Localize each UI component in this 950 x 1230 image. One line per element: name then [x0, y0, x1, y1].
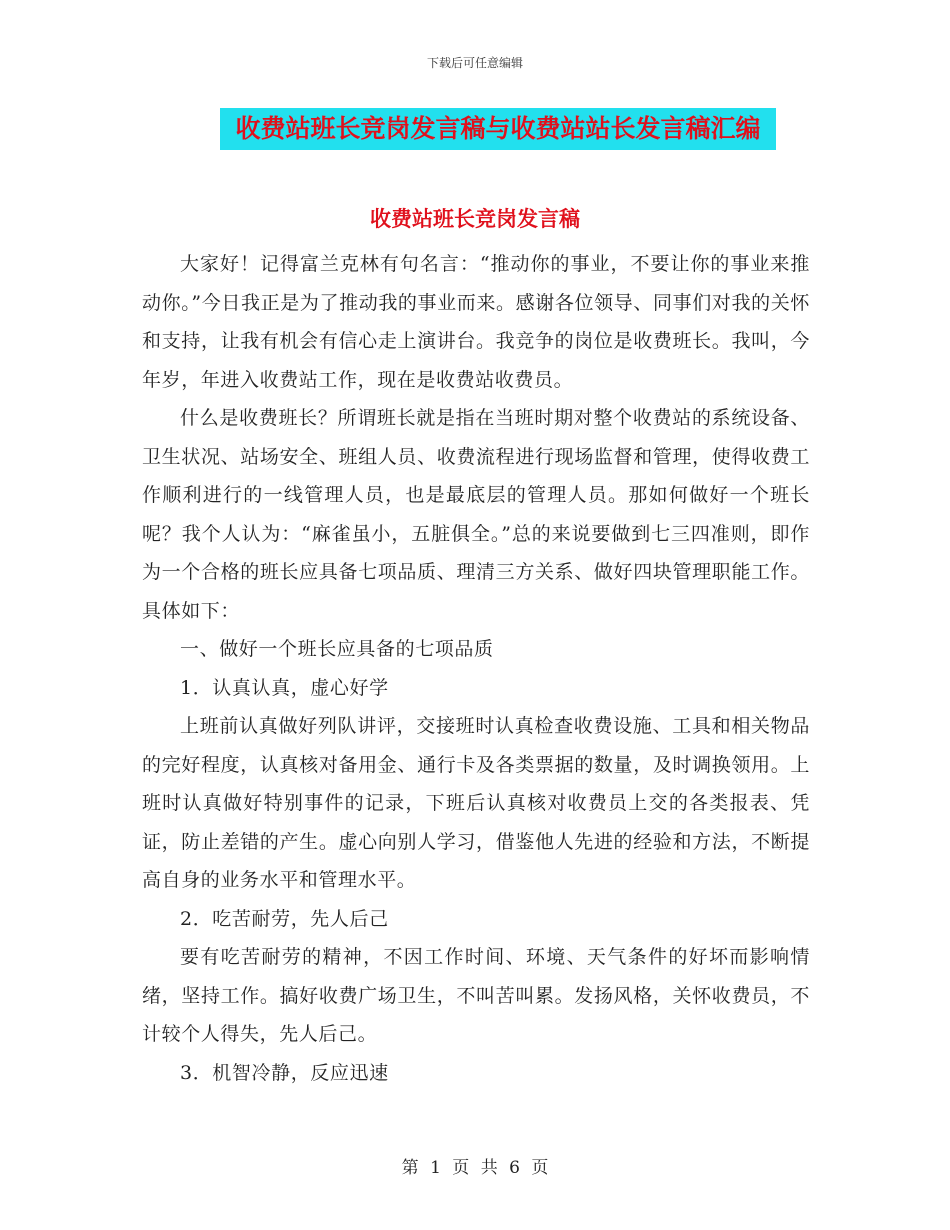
paragraph-item-1: 上班前认真做好列队讲评，交接班时认真检查收费设施、工具和相关物品的完好程度，认真核对备用金、通行卡及各类票据的数量，及时调换领用。上班时认真做好特别事件的记录，下班后认真核对收费员上交的各类报表、凭证，防止差错的产生。虚心向别人学习，借鉴他人先进的经验和方法，不断提高自身的业务水平和管理水平。 — [142, 715, 810, 891]
heading-item-2: 2．吃苦耐劳，先人后己 — [180, 907, 389, 930]
page-footer: 第 1 页 共 6 页 — [401, 1158, 549, 1178]
heading-item-3: 3．机智冷静，反应迅速 — [180, 1061, 389, 1084]
document-title: 收费站班长竞岗发言稿与收费站站长发言稿汇编 — [220, 108, 776, 150]
header-note: 下载后可任意编辑 — [426, 56, 523, 70]
paragraph-definition: 什么是收费班长？所谓班长就是指在当班时期对整个收费站的系统设备、卫生状况、站场安全、班组人员、收费流程进行现场监督和管理，使得收费工作顺利进行的一线管理人员，也是最底层的管理人员。那如何做好一个班长呢？我个人认为：“麻雀虽小，五脏俱全。”总的来说要做到七三四准则，即作为一个合格的班长应具备七项品质、理清三方关系、做好四块管理职能工作。具体如下： — [142, 407, 810, 622]
body-text — [142, 245, 810, 1092]
heading-seven-qualities: 一、做好一个班长应具备的七项品质 — [180, 638, 494, 660]
section-title: 收费站班长竞岗发言稿 — [370, 207, 580, 231]
heading-item-1: 1．认真认真，虚心好学 — [180, 676, 389, 699]
paragraph-item-2: 要有吃苦耐劳的精神，不因工作时间、环境、天气条件的好坏而影响情绪，坚持工作。搞好收费广场卫生，不叫苦叫累。发扬风格，关怀收费员，不计较个人得失，先人后己。 — [142, 946, 810, 1045]
paragraph-greeting: 大家好！记得富兰克林有句名言：“推动你的事业，不要让你的事业来推动你。”今日我正是为了推动我的事业而来。感谢各位领导、同事们对我的关怀和支持，让我有机会有信心走上演讲台。我竞争的岗位是收费班长。我叫，今年岁，年进入收费站工作，现在是收费站收费员。 — [142, 253, 810, 391]
